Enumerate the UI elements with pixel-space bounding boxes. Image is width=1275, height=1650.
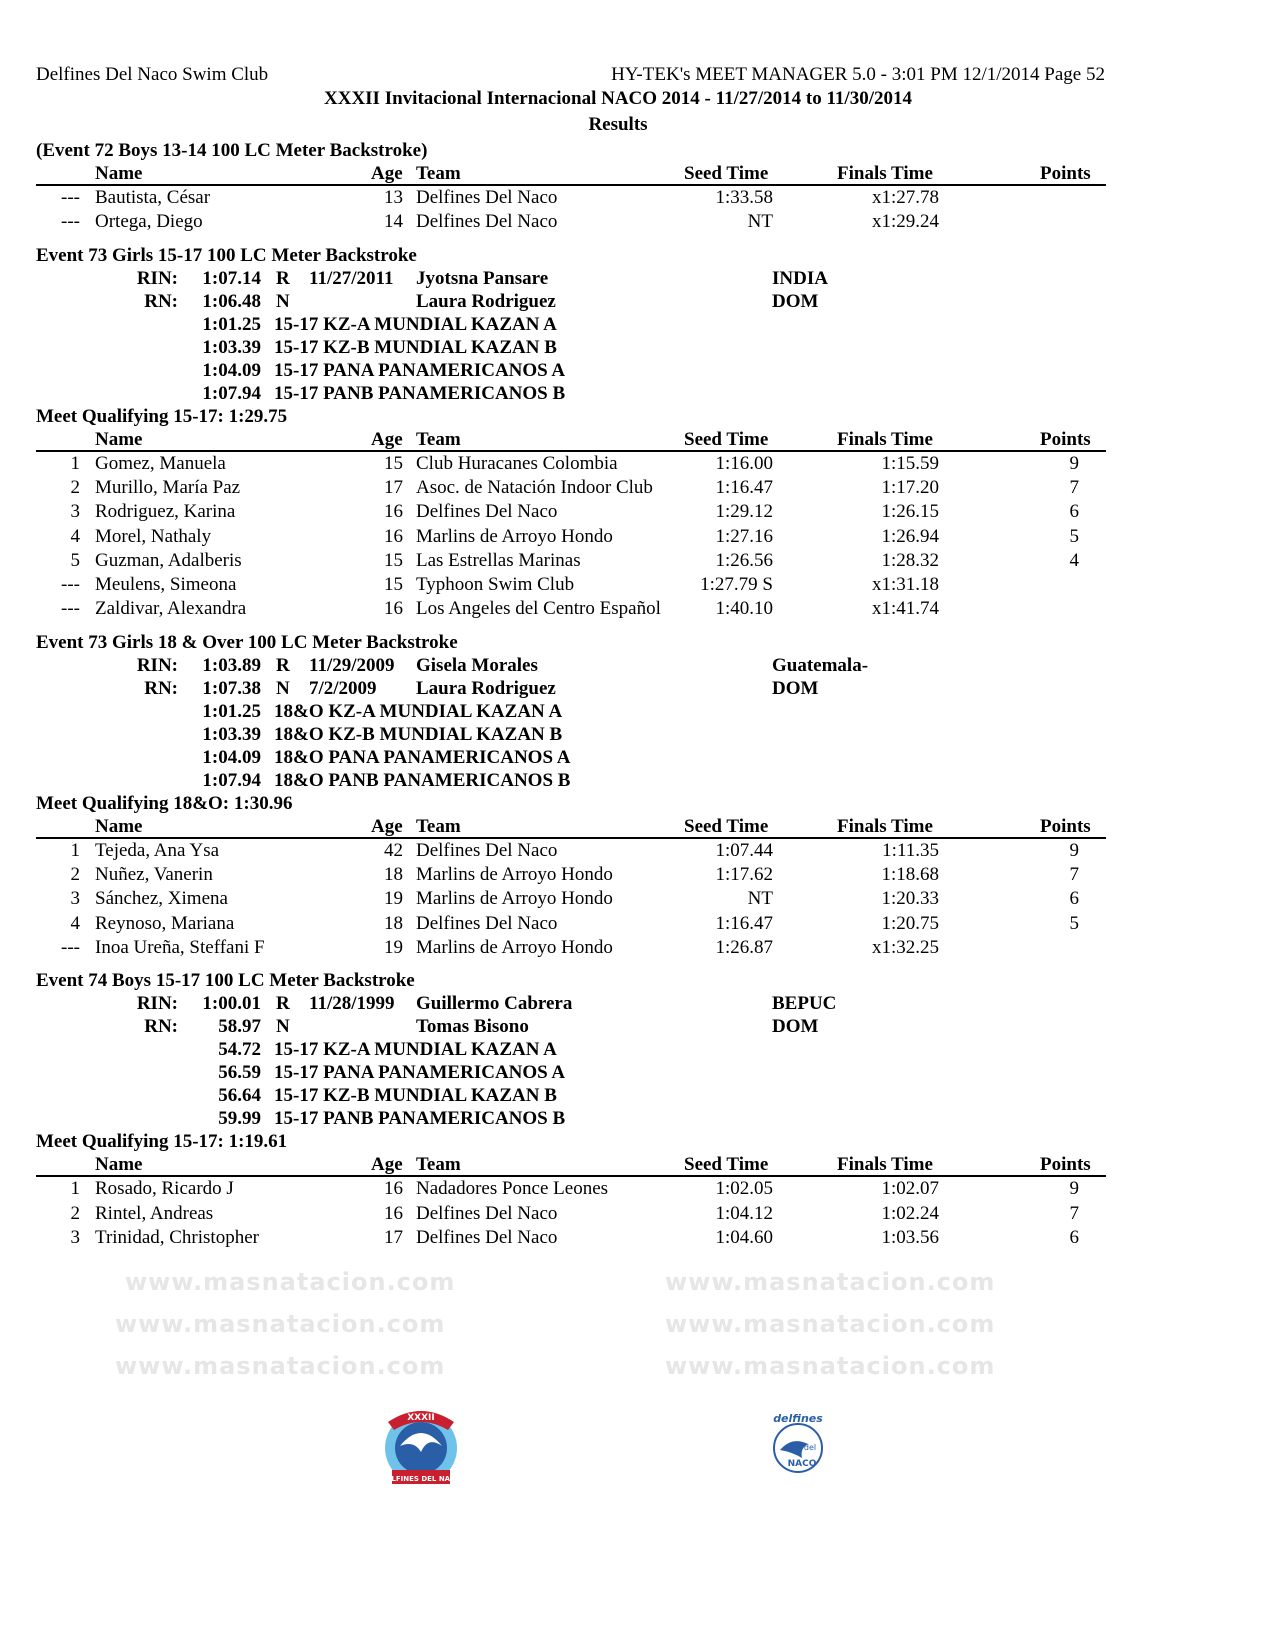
- seed-time: 1:26.56: [715, 549, 773, 571]
- team: Delfines Del Naco: [416, 1202, 558, 1224]
- age: 42: [384, 839, 403, 861]
- record-label: RN:: [144, 677, 178, 699]
- result-row: [0, 477, 1275, 501]
- col-team: Team: [416, 1154, 461, 1176]
- points: 6: [1069, 501, 1079, 523]
- meet-qualifying: [0, 793, 1275, 817]
- result-row: [0, 598, 1275, 622]
- club-logo-bottom: NACO: [787, 1459, 817, 1469]
- col-finals: Finals Time: [837, 1154, 933, 1176]
- finals-time: 1:17.20: [881, 476, 939, 498]
- standard-time: 59.99: [218, 1108, 261, 1130]
- team: Marlins de Arroyo Hondo: [416, 864, 613, 885]
- age: 16: [384, 501, 403, 523]
- seed-time: NT: [747, 211, 773, 233]
- standard-text: 18&O KZ-A MUNDIAL KAZAN A: [274, 700, 563, 722]
- age: 19: [384, 888, 403, 910]
- swimmer-name: Reynoso, Mariana: [95, 912, 235, 934]
- qualifying-text: Meet Qualifying 15-17: 1:29.75: [36, 405, 288, 427]
- standard-time: 1:04.09: [202, 746, 261, 768]
- record-time: 1:07.38: [202, 677, 261, 699]
- finals-time: 1:15.59: [881, 452, 939, 474]
- meet-logo-caption: DELFINES DEL NACO: [380, 1475, 462, 1483]
- age: 13: [384, 187, 403, 208]
- standard-line: [0, 1085, 1275, 1109]
- points: 6: [1069, 1226, 1079, 1248]
- event-title-text: (Event 72 Boys 13-14 100 LC Meter Backstroke): [36, 140, 428, 161]
- age: 17: [384, 476, 403, 498]
- place: 1: [70, 1178, 80, 1200]
- col-team: Team: [416, 163, 461, 184]
- points: 5: [1069, 912, 1079, 934]
- place: 5: [70, 549, 80, 571]
- standard-line: [0, 701, 1275, 725]
- seed-time: 1:02.05: [715, 1178, 773, 1200]
- place: 4: [70, 912, 80, 934]
- result-row: [0, 574, 1275, 598]
- team: Asoc. de Natación Indoor Club: [416, 476, 653, 498]
- swimmer-name: Trinidad, Christopher: [95, 1226, 259, 1248]
- finals-time: 1:20.75: [881, 912, 939, 934]
- club-logo-top: delfines: [773, 1412, 823, 1425]
- result-row: [0, 211, 1275, 235]
- points: 9: [1069, 1178, 1079, 1200]
- record-flag: N: [276, 290, 290, 312]
- col-name: Name: [95, 815, 143, 837]
- standard-text: 18&O PANA PANAMERICANOS A: [274, 746, 571, 768]
- team: Typhoon Swim Club: [416, 574, 575, 596]
- age: 18: [384, 864, 403, 885]
- record-flag: N: [276, 1016, 290, 1038]
- team: Club Huracanes Colombia: [416, 452, 618, 474]
- seed-time: 1:29.12: [715, 501, 773, 523]
- swimmer-name: Rosado, Ricardo J: [95, 1178, 234, 1200]
- age: 19: [384, 936, 403, 958]
- record-date: 7/2/2009: [309, 677, 377, 699]
- event-title: [0, 632, 1275, 656]
- finals-time: 1:02.07: [881, 1178, 939, 1200]
- team: Marlins de Arroyo Hondo: [416, 936, 613, 958]
- finals-time: 1:11.35: [882, 839, 939, 861]
- record-label: RIN:: [136, 267, 178, 289]
- points: 9: [1069, 839, 1079, 861]
- swimmer-name: Morel, Nathaly: [95, 525, 212, 547]
- record-line: [0, 291, 1275, 315]
- result-row: [0, 864, 1275, 888]
- swimmer-name: Murillo, María Paz: [95, 476, 241, 498]
- col-points: Points: [1040, 1154, 1091, 1176]
- standard-line: [0, 337, 1275, 361]
- age: 14: [384, 211, 403, 233]
- seed-time: 1:27.79 S: [700, 574, 773, 596]
- standard-time: 1:03.39: [202, 336, 261, 358]
- place: 2: [70, 1202, 80, 1224]
- record-flag: R: [276, 654, 290, 676]
- col-finals: Finals Time: [837, 815, 933, 837]
- swimmer-name: Tejeda, Ana Ysa: [95, 839, 220, 861]
- header-rule: [36, 1175, 1106, 1177]
- standard-time: 1:07.94: [202, 382, 261, 404]
- finals-time: x1:27.78: [871, 187, 939, 208]
- seed-time: 1:26.87: [715, 936, 773, 958]
- col-finals: Finals Time: [837, 428, 933, 450]
- seed-time: 1:04.60: [715, 1226, 773, 1248]
- result-row: [0, 550, 1275, 574]
- standard-time: 56.59: [218, 1062, 261, 1084]
- standard-line: [0, 770, 1275, 794]
- event-title-text: Event 73 Girls 15-17 100 LC Meter Backstroke: [36, 244, 417, 266]
- team: Marlins de Arroyo Hondo: [416, 888, 613, 910]
- standard-text: 15-17 KZ-B MUNDIAL KAZAN B: [274, 336, 557, 358]
- age: 15: [384, 574, 403, 596]
- swimmer-name: Meulens, Simeona: [95, 574, 237, 596]
- qualifying-text: Meet Qualifying 15-17: 1:19.61: [36, 1131, 288, 1153]
- swimmer-name: Zaldivar, Alexandra: [95, 598, 247, 620]
- record-date: 11/29/2009: [309, 654, 395, 676]
- finals-time: 1:03.56: [881, 1226, 939, 1248]
- standard-time: 54.72: [218, 1039, 261, 1061]
- record-time: 1:03.89: [202, 654, 261, 676]
- club-logo-mid: del: [803, 1443, 817, 1452]
- event-title: [0, 970, 1275, 994]
- record-flag: R: [276, 267, 290, 289]
- standard-line: [0, 314, 1275, 338]
- record-line: [0, 678, 1275, 702]
- record-date: 11/28/1999: [309, 993, 395, 1015]
- standard-time: 1:07.94: [202, 769, 261, 791]
- event-title: [0, 245, 1275, 269]
- team: Las Estrellas Marinas: [416, 549, 581, 571]
- col-points: Points: [1040, 815, 1091, 837]
- record-holder: Jyotsna Pansare: [416, 267, 549, 289]
- record-line: [0, 993, 1275, 1017]
- standard-text: 15-17 PANA PANAMERICANOS A: [274, 359, 566, 381]
- place: 3: [70, 888, 80, 910]
- points: 4: [1069, 549, 1079, 571]
- age: 17: [384, 1226, 403, 1248]
- record-label: RN:: [144, 290, 178, 312]
- standard-line: [0, 724, 1275, 748]
- standard-time: 56.64: [218, 1085, 261, 1107]
- standard-text: 18&O KZ-B MUNDIAL KAZAN B: [274, 723, 563, 745]
- watermark: www.masnatacion.com: [665, 1268, 996, 1296]
- record-holder: Laura Rodriguez: [416, 290, 556, 312]
- team: Delfines Del Naco: [416, 501, 558, 523]
- points: 7: [1069, 476, 1079, 498]
- standard-text: 15-17 PANA PANAMERICANOS A: [274, 1062, 566, 1084]
- standard-line: [0, 1108, 1275, 1132]
- record-country: INDIA: [772, 267, 828, 289]
- age: 15: [384, 549, 403, 571]
- swimmer-name: Nuñez, Vanerin: [95, 864, 213, 885]
- team: Delfines Del Naco: [416, 187, 558, 208]
- standard-time: 1:01.25: [202, 313, 261, 335]
- seed-time: 1:16.00: [715, 452, 773, 474]
- meet-title: XXXII Invitacional Internacional NACO 2014 - 11/27/2014 to 11/30/2014: [324, 88, 912, 109]
- seed-time: 1:16.47: [715, 476, 773, 498]
- seed-time: NT: [747, 888, 773, 910]
- place: ---: [61, 574, 80, 596]
- watermark: www.masnatacion.com: [115, 1352, 446, 1380]
- col-name: Name: [95, 163, 143, 184]
- col-age: Age: [371, 163, 403, 184]
- standard-line: [0, 1039, 1275, 1063]
- standard-text: 15-17 KZ-A MUNDIAL KAZAN A: [274, 1039, 557, 1061]
- standard-line: [0, 747, 1275, 771]
- record-line: [0, 268, 1275, 292]
- place: ---: [61, 936, 80, 958]
- standard-line: [0, 360, 1275, 384]
- seed-time: 1:17.62: [715, 864, 773, 885]
- finals-time: x1:41.74: [871, 598, 939, 620]
- standard-time: 1:03.39: [202, 723, 261, 745]
- swimmer-name: Rodriguez, Karina: [95, 501, 236, 523]
- record-flag: N: [276, 677, 290, 699]
- watermark: www.masnatacion.com: [665, 1352, 996, 1380]
- col-points: Points: [1040, 428, 1091, 450]
- points: 7: [1069, 864, 1079, 885]
- age: 16: [384, 525, 403, 547]
- record-holder: Laura Rodriguez: [416, 677, 556, 699]
- finals-time: 1:18.68: [881, 864, 939, 885]
- col-points: Points: [1040, 163, 1091, 184]
- result-row: [0, 913, 1275, 937]
- age: 16: [384, 1178, 403, 1200]
- standard-text: 15-17 PANB PANAMERICANOS B: [274, 1108, 566, 1130]
- place: 3: [70, 501, 80, 523]
- team: Los Angeles del Centro Español: [416, 598, 661, 620]
- place: ---: [61, 211, 80, 233]
- points: 5: [1069, 525, 1079, 547]
- qualifying-text: Meet Qualifying 18&O: 1:30.96: [36, 792, 293, 814]
- team: Marlins de Arroyo Hondo: [416, 525, 613, 547]
- results-subtitle: Results: [588, 114, 648, 135]
- record-line: [0, 655, 1275, 679]
- seed-time: 1:07.44: [715, 839, 773, 861]
- standard-text: 15-17 KZ-B MUNDIAL KAZAN B: [274, 1085, 557, 1107]
- place: 1: [70, 839, 80, 861]
- team: Delfines Del Naco: [416, 211, 558, 233]
- swimmer-name: Guzman, Adalberis: [95, 549, 242, 571]
- result-row: [0, 937, 1275, 961]
- finals-time: 1:02.24: [881, 1202, 939, 1224]
- team: Delfines Del Naco: [416, 1226, 558, 1248]
- place: 1: [70, 452, 80, 474]
- age: 15: [384, 452, 403, 474]
- standard-line: [0, 383, 1275, 407]
- col-seed: Seed Time: [684, 815, 769, 837]
- finals-time: x1:29.24: [871, 211, 939, 233]
- record-time: 1:00.01: [202, 993, 261, 1015]
- header-rule: [36, 184, 1106, 186]
- standard-text: 15-17 PANB PANAMERICANOS B: [274, 382, 566, 404]
- finals-time: x1:31.18: [871, 574, 939, 596]
- swimmer-name: Ortega, Diego: [95, 211, 203, 233]
- result-row: [0, 840, 1275, 864]
- place: ---: [61, 598, 80, 620]
- result-row: [0, 1178, 1275, 1202]
- record-country: Guatemala-: [772, 654, 869, 676]
- points: 7: [1069, 1202, 1079, 1224]
- record-flag: R: [276, 993, 290, 1015]
- team: Delfines Del Naco: [416, 839, 558, 861]
- finals-time: 1:28.32: [881, 549, 939, 571]
- result-row: [0, 1203, 1275, 1227]
- watermark: www.masnatacion.com: [125, 1268, 456, 1296]
- record-country: DOM: [772, 290, 819, 312]
- club-logo: [762, 1408, 834, 1478]
- meet-qualifying: [0, 406, 1275, 430]
- meet-logo: [378, 1400, 464, 1492]
- age: 18: [384, 912, 403, 934]
- record-label: RIN:: [136, 654, 178, 676]
- watermark: www.masnatacion.com: [665, 1310, 996, 1338]
- place: ---: [61, 187, 80, 208]
- record-time: 58.97: [218, 1016, 261, 1038]
- finals-time: x1:32.25: [871, 936, 939, 958]
- result-row: [0, 453, 1275, 477]
- record-time: 1:07.14: [202, 267, 261, 289]
- record-time: 1:06.48: [202, 290, 261, 312]
- event-title-text: Event 73 Girls 18 & Over 100 LC Meter Backstroke: [36, 631, 458, 653]
- team: Nadadores Ponce Leones: [416, 1178, 609, 1200]
- event-title-text: Event 74 Boys 15-17 100 LC Meter Backstroke: [36, 970, 415, 992]
- col-seed: Seed Time: [684, 1154, 769, 1176]
- header-rule: [36, 837, 1106, 839]
- finals-time: 1:26.94: [881, 525, 939, 547]
- swimmer-name: Inoa Ureña, Steffani F: [95, 936, 265, 958]
- record-label: RN:: [144, 1016, 178, 1038]
- record-country: DOM: [772, 677, 819, 699]
- record-country: BEPUC: [772, 993, 837, 1015]
- col-seed: Seed Time: [684, 428, 769, 450]
- col-seed: Seed Time: [684, 163, 769, 184]
- seed-time: 1:27.16: [715, 525, 773, 547]
- seed-time: 1:33.58: [715, 187, 773, 208]
- result-row: [0, 1227, 1275, 1251]
- header-rule: [36, 450, 1106, 452]
- software-info: HY-TEK's MEET MANAGER 5.0 - 3:01 PM 12/1/2014 Page 52: [611, 64, 1105, 85]
- swimmer-name: Gomez, Manuela: [95, 452, 226, 474]
- watermark: www.masnatacion.com: [115, 1310, 446, 1338]
- seed-time: 1:04.12: [715, 1202, 773, 1224]
- standard-time: 1:04.09: [202, 359, 261, 381]
- points: 6: [1069, 888, 1079, 910]
- col-name: Name: [95, 1154, 143, 1176]
- meet-logo-text: XXXII: [407, 1413, 435, 1423]
- team: Delfines Del Naco: [416, 912, 558, 934]
- col-team: Team: [416, 815, 461, 837]
- result-row: [0, 888, 1275, 912]
- record-country: DOM: [772, 1016, 819, 1038]
- col-name: Name: [95, 428, 143, 450]
- record-line: [0, 1016, 1275, 1040]
- record-date: 11/27/2011: [309, 267, 394, 289]
- swimmer-name: Sánchez, Ximena: [95, 888, 228, 910]
- age: 16: [384, 1202, 403, 1224]
- record-label: RIN:: [136, 993, 178, 1015]
- standard-time: 1:01.25: [202, 700, 261, 722]
- col-age: Age: [371, 428, 403, 450]
- col-team: Team: [416, 428, 461, 450]
- place: 2: [70, 864, 80, 885]
- club-name: Delfines Del Naco Swim Club: [36, 64, 269, 85]
- record-holder: Tomas Bisono: [416, 1016, 529, 1038]
- seed-time: 1:40.10: [715, 598, 773, 620]
- result-row: [0, 526, 1275, 550]
- place: 4: [70, 525, 80, 547]
- finals-time: 1:26.15: [881, 501, 939, 523]
- record-holder: Guillermo Cabrera: [416, 993, 573, 1015]
- result-row: [0, 501, 1275, 525]
- record-holder: Gisela Morales: [416, 654, 538, 676]
- place: 2: [70, 476, 80, 498]
- standard-text: 15-17 KZ-A MUNDIAL KAZAN A: [274, 313, 557, 335]
- result-row: [0, 187, 1275, 211]
- col-finals: Finals Time: [837, 163, 933, 184]
- swimmer-name: Bautista, César: [95, 187, 211, 208]
- place: 3: [70, 1226, 80, 1248]
- age: 16: [384, 598, 403, 620]
- col-age: Age: [371, 815, 403, 837]
- col-age: Age: [371, 1154, 403, 1176]
- swimmer-name: Rintel, Andreas: [95, 1202, 214, 1224]
- points: 9: [1069, 452, 1079, 474]
- meet-qualifying: [0, 1131, 1275, 1155]
- standard-text: 18&O PANB PANAMERICANOS B: [274, 769, 571, 791]
- standard-line: [0, 1062, 1275, 1086]
- finals-time: 1:20.33: [881, 888, 939, 910]
- event-title: [0, 140, 1275, 164]
- seed-time: 1:16.47: [715, 912, 773, 934]
